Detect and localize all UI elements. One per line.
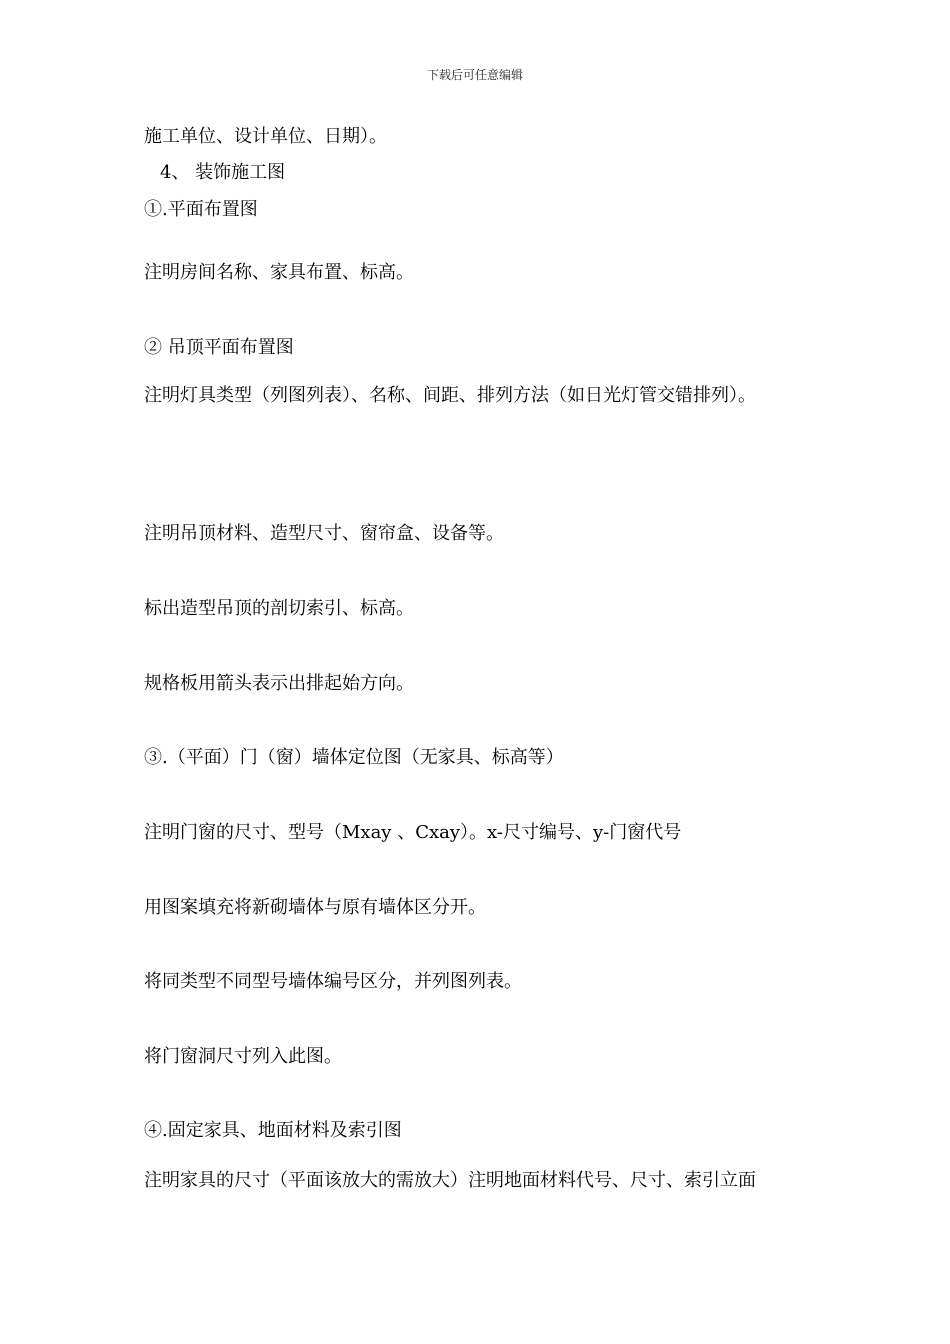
text-line: 注明门窗的尺寸、型号（Mxay 、Cxay）。x-尺寸编号、y-门窗代号 — [144, 822, 682, 843]
text-line: 施工单位、设计单位、日期）。 — [144, 126, 387, 147]
subsection-heading: ①.平面布置图 — [144, 199, 258, 220]
text-line: 注明房间名称、家具布置、标高。 — [144, 262, 414, 283]
text-line: 规格板用箭头表示出排起始方向。 — [144, 673, 414, 694]
text-line: 将门窗洞尺寸列入此图。 — [144, 1046, 342, 1067]
section-heading: 4、 装饰施工图 — [160, 162, 286, 183]
text-line: 注明家具的尺寸（平面该放大的需放大）注明地面材料代号、尺寸、索引立面 — [144, 1170, 756, 1191]
subsection-heading: ② 吊顶平面布置图 — [144, 337, 294, 358]
text-line: 标出造型吊顶的剖切索引、标高。 — [144, 598, 414, 619]
text-line: 用图案填充将新砌墙体与原有墙体区分开。 — [144, 897, 486, 918]
text-line: 注明吊顶材料、造型尺寸、窗帘盒、设备等。 — [144, 523, 504, 544]
subsection-heading: ③.（平面）门（窗）墙体定位图（无家具、标高等） — [144, 747, 564, 768]
page-header: 下载后可任意编辑 — [426, 68, 523, 82]
text-line: 将同类型不同型号墙体编号区分，并列图列表。 — [144, 971, 522, 992]
text-line: 注明灯具类型（列图列表）、名称、间距、排列方法（如日光灯管交错排列）。 — [144, 385, 756, 406]
subsection-heading: ④.固定家具、地面材料及索引图 — [144, 1120, 402, 1141]
